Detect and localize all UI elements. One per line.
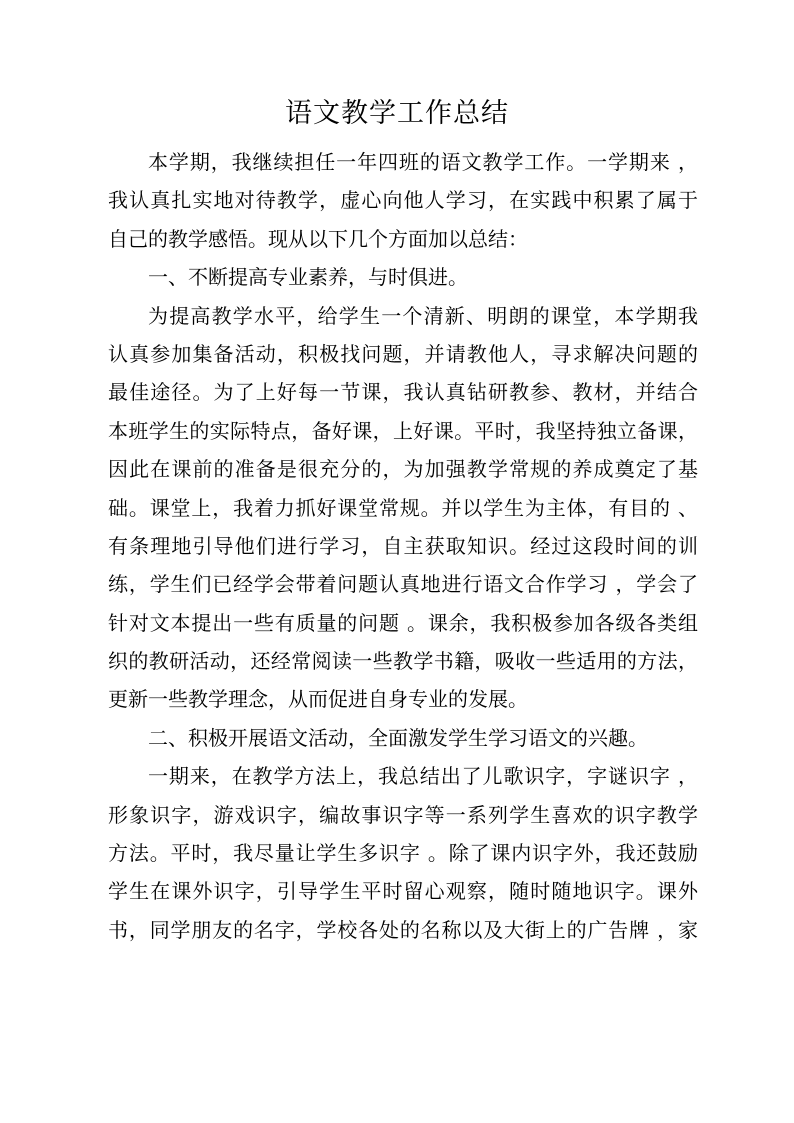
document-title: 语文教学工作总结 <box>285 98 509 129</box>
text-line: 认真参加集备活动，积极找问题，并请教他人，寻求解决问题的 <box>108 341 698 366</box>
text-line: 自己的教学感悟。现从以下几个方面加以总结： <box>108 226 528 251</box>
text-line: 一、不断提高专业素养，与时俱进。 <box>148 265 468 290</box>
text-line: 因此在课前的准备是很充分的，为加强教学常规的养成奠定了基 <box>108 457 698 482</box>
text-line: 本班学生的实际特点，备好课，上好课。平时，我坚持独立备课， <box>108 418 698 443</box>
text-line: 织的教研活动，还经常阅读一些教学书籍，吸收一些适用的方法， <box>108 649 698 674</box>
text-line: 本学期，我继续担任一年四班的语文教学工作。一学期来 ， <box>148 150 698 174</box>
text-line: 方法。平时，我尽量让学生多识字 。除了课内识字外，我还鼓励 <box>108 841 698 866</box>
text-line: 最佳途径。为了上好每一节课，我认真钻研教参、教材，并结合 <box>108 380 698 405</box>
text-line: 为提高教学水平，给学生一个清新、明朗的课堂，本学期我 <box>148 303 698 328</box>
text-line: 更新一些教学理念，从而促进自身专业的发展。 <box>108 687 528 712</box>
text-line: 二、积极开展语文活动，全面激发学生学习语文的兴趣。 <box>148 725 648 750</box>
text-line: 础。课堂上，我着力抓好课堂常规。并以学生为主体，有目的 、 <box>108 495 698 520</box>
text-line: 书，同学朋友的名字，学校各处的名称以及大街上的广告牌 ，家 <box>108 917 698 942</box>
text-line: 一期来，在教学方法上，我总结出了儿歌识字，字谜识字 ， <box>148 764 698 789</box>
text-line: 形象识字，游戏识字，编故事识字等一系列学生喜欢的识字教学 <box>108 802 698 827</box>
text-line: 学生在课外识字，引导学生平时留心观察，随时随地识字。课外 <box>108 879 698 904</box>
document-body <box>108 143 698 949</box>
text-line: 练，学生们已经学会带着问题认真地进行语文合作学习 ，学会了 <box>108 572 698 597</box>
text-line: 我认真扎实地对待教学，虚心向他人学习，在实践中积累了属于 <box>108 188 698 213</box>
text-line: 针对文本提出一些有质量的问题 。课余，我积极参加各级各类组 <box>108 610 698 635</box>
text-line: 有条理地引导他们进行学习，自主获取知识。经过这段时间的训 <box>108 533 698 558</box>
